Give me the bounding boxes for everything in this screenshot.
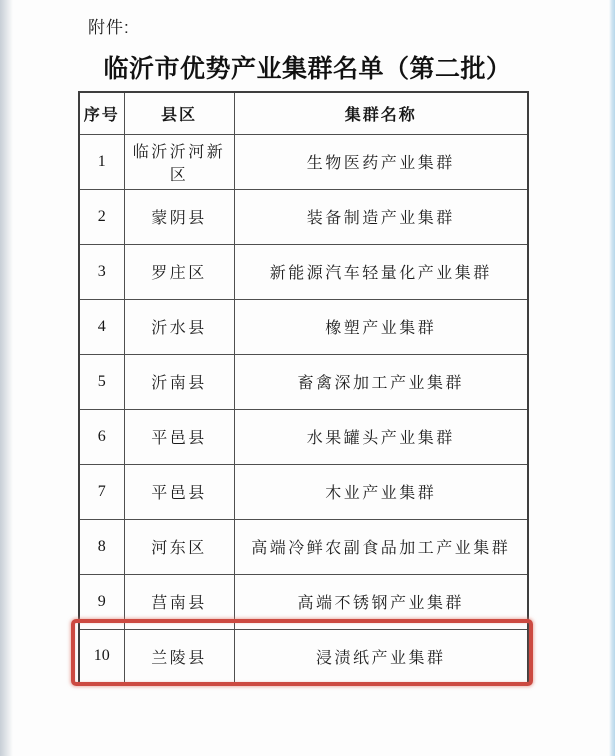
cell-district: 莒南县	[124, 574, 234, 629]
attachment-label: 附件:	[88, 18, 130, 37]
cell-cluster: 浸渍纸产业集群	[234, 629, 528, 684]
cell-no: 6	[79, 409, 124, 464]
cell-cluster: 高端冷鲜农副食品加工产业集群	[234, 519, 528, 574]
cell-district: 河东区	[124, 519, 234, 574]
clusters-table	[78, 91, 529, 685]
cell-cluster: 新能源汽车轻量化产业集群	[234, 244, 528, 299]
cell-district: 蒙阴县	[124, 189, 234, 244]
table-row-highlighted	[79, 629, 528, 684]
header-no: 序号	[79, 92, 124, 134]
cell-district: 沂南县	[124, 354, 234, 409]
cell-district: 兰陵县	[124, 629, 234, 684]
cell-district: 临沂沂河新区	[124, 134, 234, 189]
cell-no: 9	[79, 574, 124, 629]
table-row	[79, 519, 528, 574]
table-row	[79, 299, 528, 354]
cell-cluster: 木业产业集群	[234, 464, 528, 519]
scan-edge-left	[0, 0, 13, 756]
cell-cluster: 畜禽深加工产业集群	[234, 354, 528, 409]
cell-district: 平邑县	[124, 409, 234, 464]
cell-district: 罗庄区	[124, 244, 234, 299]
cell-no: 4	[79, 299, 124, 354]
table-row	[79, 464, 528, 519]
cell-no: 8	[79, 519, 124, 574]
cell-district: 沂水县	[124, 299, 234, 354]
cell-cluster: 装备制造产业集群	[234, 189, 528, 244]
cell-no: 1	[79, 134, 124, 189]
table-row	[79, 134, 528, 189]
cell-district: 平邑县	[124, 464, 234, 519]
table-row	[79, 189, 528, 244]
cell-cluster: 橡塑产业集群	[234, 299, 528, 354]
page-title: 临沂市优势产业集群名单（第二批）	[103, 55, 512, 83]
cell-no: 3	[79, 244, 124, 299]
cell-no: 10	[79, 629, 124, 684]
cell-no: 5	[79, 354, 124, 409]
cell-no: 2	[79, 189, 124, 244]
table-row	[79, 574, 528, 629]
cell-cluster: 高端不锈钢产业集群	[234, 574, 528, 629]
cell-cluster: 水果罐头产业集群	[234, 409, 528, 464]
table-header-row	[79, 92, 528, 134]
table-row	[79, 354, 528, 409]
cell-cluster: 生物医药产业集群	[234, 134, 528, 189]
table-row	[79, 244, 528, 299]
table-row	[79, 409, 528, 464]
header-district: 县区	[124, 92, 234, 134]
header-cluster: 集群名称	[234, 92, 528, 134]
scan-edge-right	[609, 0, 615, 756]
cell-no: 7	[79, 464, 124, 519]
